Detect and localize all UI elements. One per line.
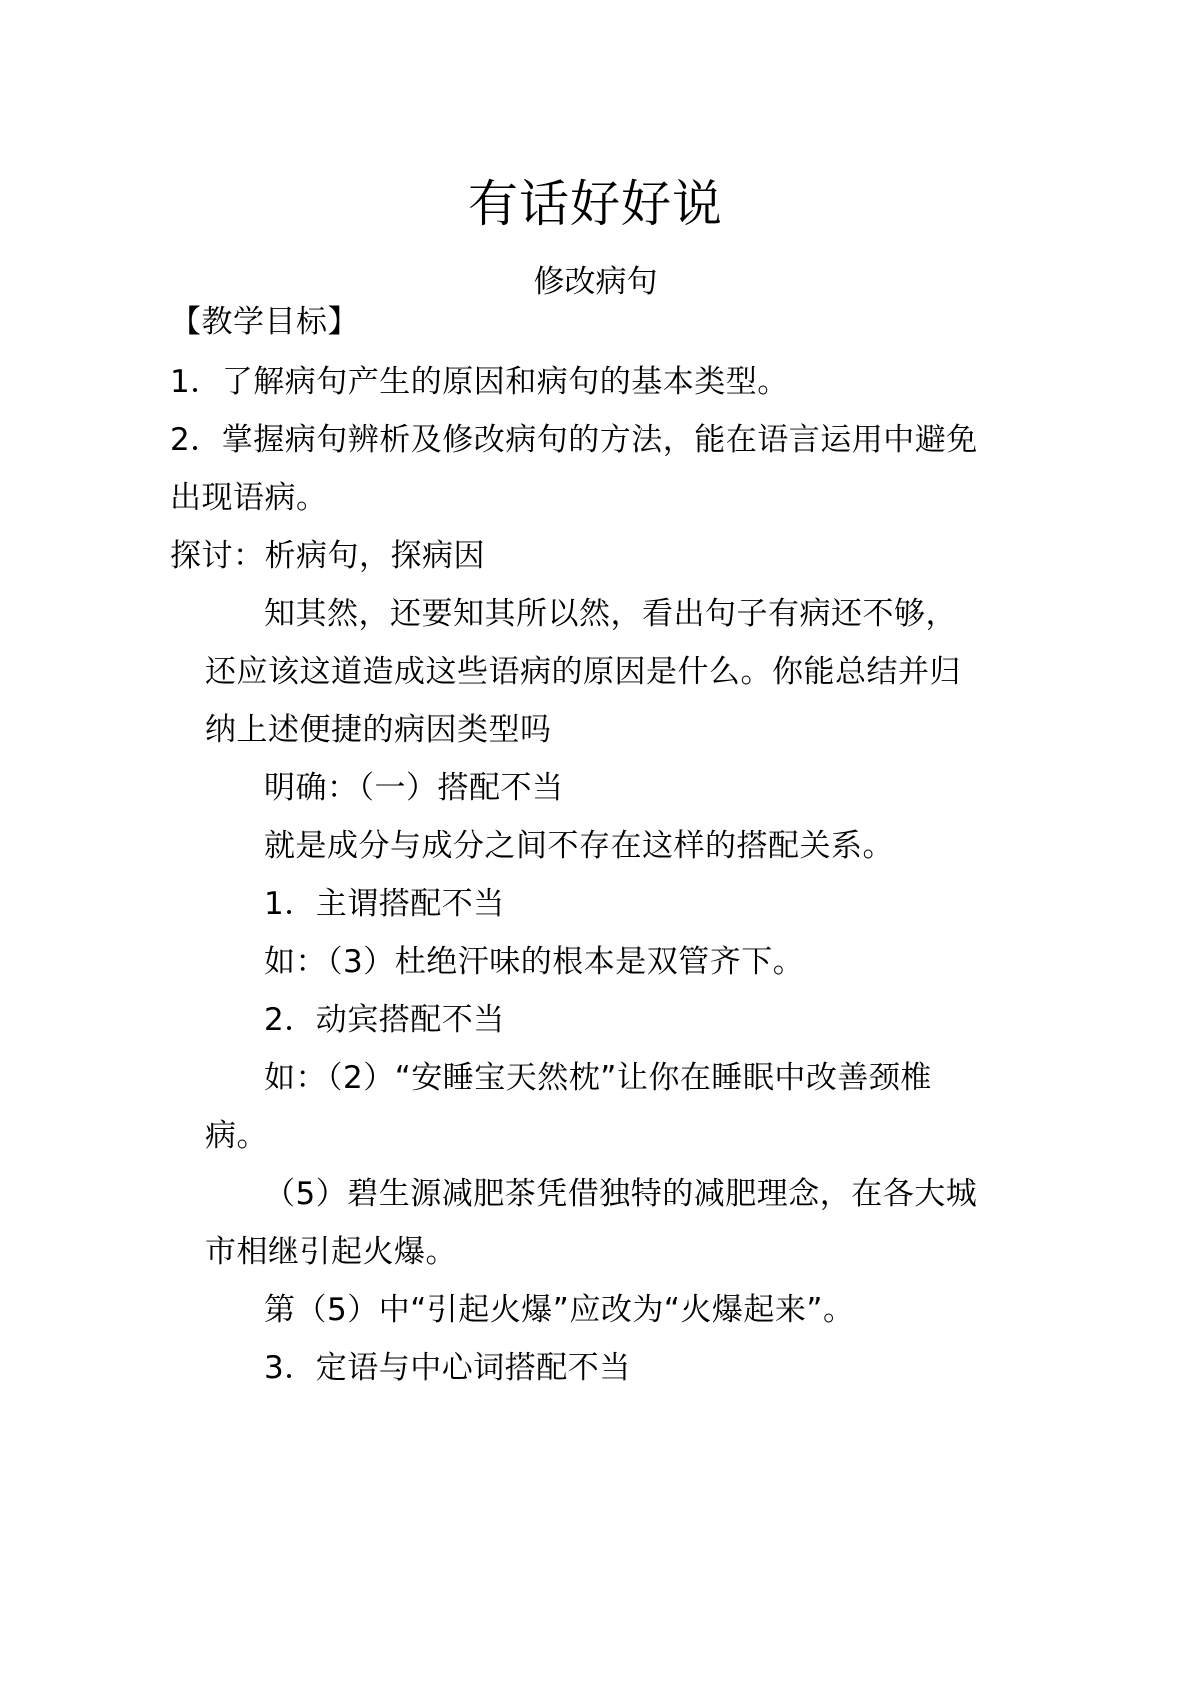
goal-line-3: 出现语病。 — [170, 480, 328, 516]
goal-line-2: 2．掌握病句辨析及修改病句的方法，能在语言运用中避免 — [170, 422, 978, 458]
paragraph-line-2: 还应该这道造成这些语病的原因是什么。你能总结并归 — [205, 654, 961, 690]
paragraph-line-9: 如：（2）“安睡宝天然枕”让你在睡眠中改善颈椎 — [264, 1060, 932, 1096]
paragraph-line-6: 1．主谓搭配不当 — [264, 886, 505, 922]
paragraph-line-7: 如：（3）杜绝汗味的根本是双管齐下。 — [264, 944, 805, 980]
paragraph-line-12: 市相继引起火爆。 — [205, 1234, 457, 1270]
paragraph-line-5: 就是成分与成分之间不存在这样的搭配关系。 — [264, 828, 894, 864]
section-heading: 【教学目标】 — [170, 304, 359, 340]
paragraph-line-4: 明确：（一）搭配不当 — [264, 770, 564, 806]
document-subtitle: 修改病句 — [533, 264, 658, 300]
paragraph-line-1: 知其然，还要知其所以然，看出句子有病还不够， — [264, 596, 957, 632]
document-title: 有话好好说 — [468, 175, 723, 233]
paragraph-line-3: 纳上述便捷的病因类型吗 — [205, 712, 552, 748]
paragraph-line-8: 2．动宾搭配不当 — [264, 1002, 505, 1038]
paragraph-line-10: 病。 — [205, 1118, 268, 1154]
discussion-heading: 探讨：析病句，探病因 — [170, 538, 485, 574]
paragraph-line-11: （5）碧生源减肥茶凭借独特的减肥理念，在各大城 — [264, 1176, 978, 1212]
paragraph-line-13: 第（5）中“引起火爆”应改为“火爆起来”。 — [264, 1292, 855, 1328]
goal-line-1: 1．了解病句产生的原因和病句的基本类型。 — [170, 364, 789, 400]
paragraph-line-14: 3．定语与中心词搭配不当 — [264, 1350, 631, 1386]
